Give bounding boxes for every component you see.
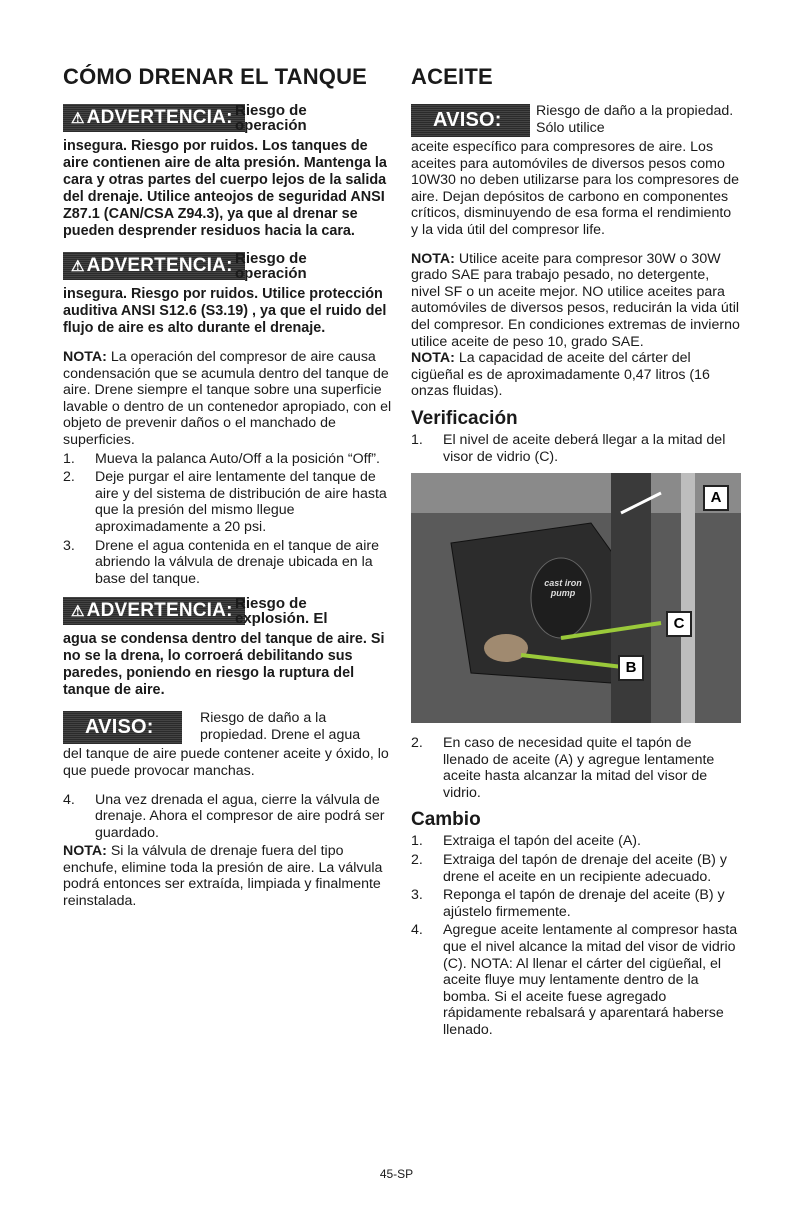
drain-steps-list: [63, 451, 393, 588]
warning-triangle-icon: ⚠: [71, 258, 85, 275]
pump-photo: [411, 473, 741, 723]
warning-badge-text: Riesgo de explosión. El: [235, 595, 328, 628]
list-item: 2. Extraiga del tapón de drenaje del aceite (B) y drene el aceite en un recipiente adecuado.: [411, 852, 727, 885]
notice-badge-text: Riesgo de daño a la propiedad. Sólo utilice: [536, 103, 734, 136]
label-c: C: [666, 611, 692, 637]
list-item: 1. El nivel de aceite deberá llegar a la mitad del visor de vidrio (C).: [411, 431, 726, 465]
note-paragraph: NOTA: La operación del compresor de aire causa condensación que se acumula dentro del tanque de aire. Drene siempre el tanque sobre una superficie lavable o dentro de un contenedor apropiado, con el objeto de prevenir daños o el manchado de superficies.: [63, 349, 392, 448]
note-paragraph: NOTA: La capacidad de aceite del cárter del cigüeñal es de aproximadamente 0,47 litros (16 onzas fluidas).: [411, 350, 710, 400]
label-a: A: [703, 485, 729, 511]
section-title-oil: ACEITE: [411, 64, 493, 89]
notice-body: del tanque de aire puede contener aceite y óxido, lo que puede provocar manchas.: [63, 746, 389, 779]
notice-body: aceite específico para compresores de aire. Los aceites para automóviles de diversos pesos como 10W30 no deben utilizarse para los compresores de aire. Dejan depósitos de carbono en componentes críticos, disminuyendo de esa forma el rendimiento y la vida útil del compresor life.: [411, 139, 740, 238]
notice-block-1: [63, 711, 393, 779]
list-item: 1. Extraiga el tapón del aceite (A).: [411, 833, 641, 850]
warning-triangle-icon: ⚠: [71, 603, 85, 621]
list-item: 3. Reponga el tapón de drenaje del aceite (B) y ajústelo firmemente.: [411, 887, 725, 920]
check-steps-list: [411, 432, 741, 465]
left-column: [63, 64, 393, 910]
warning-body: insegura. Riesgo por ruidos. Los tanques de aire contienen aire de alta presión. Mantenga la cara y otras partes del cuerpo lejos de la salida del drenaje. Utilice anteojos de seguridad ANSI Z87.1 (CAN/CSA Z94.3), ya que al drenar se pueden desprender residuos hacia la cara.: [63, 138, 387, 239]
warning-body: agua se condensa dentro del tanque de aire. Si no se la drena, lo corroerá debilitando sus paredes, poniendo en riesgo la ruptura del tanque de aire.: [63, 631, 385, 699]
note-paragraph: NOTA: Utilice aceite para compresor 30W o 30W grado SAE para trabajo pesado, no detergente, nivel SF o un aceite mejor. NO utilice aceites para automóviles de diversos pesos, reducirán la vida útil del compresor. En condiciones extremas de invierno utilice aceite de peso 10, grado SAE.: [411, 250, 740, 350]
list-item: 4. Una vez drenada el agua, cierre la válvula de drenaje. Ahora el compresor de aire podrá ser guardado.: [63, 791, 385, 841]
drain-steps-list-2: [63, 792, 393, 842]
list-item: 2. Deje purgar el aire lentamente del tanque de aire y del sistema de distribución de aire hasta que la presión del mismo llegue aproximadamente a 20 psi.: [63, 469, 387, 535]
page-number: 45-SP: [379, 1167, 414, 1181]
warning-badge: ⚠ ADVERTENCIA:: [63, 252, 245, 280]
warning-badge: ⚠ ADVERTENCIA:: [63, 104, 245, 132]
warning-block-2: [63, 252, 393, 337]
notice-badge-text: Riesgo de daño a la propiedad. Drene el agua: [200, 710, 361, 743]
list-item: 3. Drene el agua contenida en el tanque de aire abriendo la válvula de drenaje ubicada en la base del tanque.: [63, 537, 379, 587]
warning-badge: ⚠ ADVERTENCIA:: [63, 597, 245, 625]
warning-badge-text: Riesgo de operación: [235, 250, 307, 282]
warning-block-3: [63, 597, 393, 699]
notice-badge: AVISO:: [63, 711, 182, 744]
list-item: 4. Agregue aceite lentamente al compresor hasta que el nivel alcance la mitad del visor de vidrio (C). NOTA: Al llenar el cárter del cigüeñal, el aceite fluye muy lentamente dentro de la bomba. Si el aceite fuese agregado rápidamente rebalsará y aparentará haberse llenado.: [411, 922, 738, 1038]
warning-body: insegura. Riesgo por ruidos. Utilice protección auditiva ANSI S12.6 (S3.19) , ya que el ruido del flujo de aire es alto durante el drenaje.: [63, 286, 387, 336]
list-item: 1. Mueva la palanca Auto/Off a la posición “Off”.: [63, 450, 380, 467]
subsection-title-check: Verificación: [411, 407, 518, 429]
section-title-drain: CÓMO DRENAR EL TANQUE: [63, 64, 368, 89]
pump-logo-text: cast iron pump: [544, 578, 582, 599]
warning-triangle-icon: ⚠: [71, 110, 85, 127]
list-item: 2. En caso de necesidad quite el tapón de llenado de aceite (A) y agregue lentamente aceite hasta alcanzar la mitad del visor de vidrio.: [411, 735, 715, 801]
pump-illustration: [411, 473, 741, 723]
right-column: [411, 64, 741, 1041]
label-b: B: [618, 655, 644, 681]
notice-block-2: [411, 104, 741, 239]
warning-block-1: [63, 104, 393, 240]
subsection-title-change: Cambio: [411, 809, 481, 831]
note-paragraph: NOTA: Si la válvula de drenaje fuera del tipo enchufe, elimine toda la presión de aire. La válvula podrá entonces ser extraída, limpiada y finalmente reinstalada.: [63, 843, 383, 910]
check-steps-list-2: [411, 735, 741, 801]
change-steps-list: [411, 833, 741, 1038]
notice-badge: AVISO:: [411, 104, 530, 137]
warning-badge-text: Riesgo de operación: [235, 102, 307, 134]
